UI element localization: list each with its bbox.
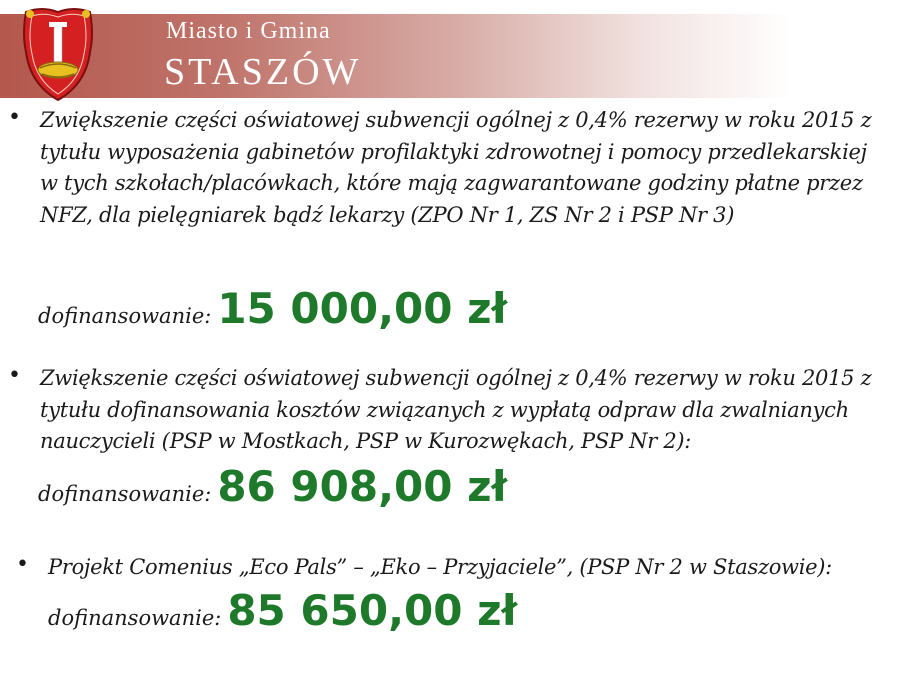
bullet-icon: • <box>8 105 21 130</box>
header-title: STASZÓW <box>164 51 362 93</box>
header-banner <box>0 14 900 98</box>
header-subtitle: Miasto i Gmina <box>166 18 331 44</box>
bullet-icon: • <box>16 552 29 577</box>
funding-amount: 15 000,00 zł <box>217 284 508 333</box>
funding-row <box>38 284 507 333</box>
funding-amount: 86 908,00 zł <box>217 462 508 511</box>
funding-label: dofinansowanie: <box>48 606 222 630</box>
funding-row <box>38 462 507 511</box>
funding-label: dofinansowanie: <box>38 482 212 506</box>
funding-row <box>48 586 517 635</box>
list-item-text: Zwiększenie części oświatowej subwencji ogólnej z 0,4% rezerwy w roku 2015 z tytułu wyposażenia gabinetów profilaktyki zdrowotnej i pomocy przedlekarskiej w tych szkołach/placówkach, które mają zagwarantowane godziny płatne przez NFZ, dla pielęgniarek bądź lekarzy (ZPO Nr 1, ZS Nr 2 i PSP Nr 3) <box>40 108 872 227</box>
funding-label: dofinansowanie: <box>38 304 212 328</box>
bullet-icon: • <box>8 363 21 388</box>
list-item <box>16 552 896 584</box>
list-item-text: Projekt Comenius „Eco Pals” – „Eko – Przyjaciele”, (PSP Nr 2 w Staszowie): <box>48 555 832 579</box>
funding-amount: 85 650,00 zł <box>227 586 518 635</box>
list-item <box>8 105 888 231</box>
coat-of-arms-logo <box>16 4 100 104</box>
list-item-text: Zwiększenie części oświatowej subwencji ogólnej z 0,4% rezerwy w roku 2015 z tytułu dofinansowania kosztów związanych z wypłatą odpraw dla zwalnianych nauczycieli (PSP w Mostkach, PSP w Kurozwękach, PSP Nr 2): <box>40 366 872 453</box>
list-item <box>8 363 888 458</box>
